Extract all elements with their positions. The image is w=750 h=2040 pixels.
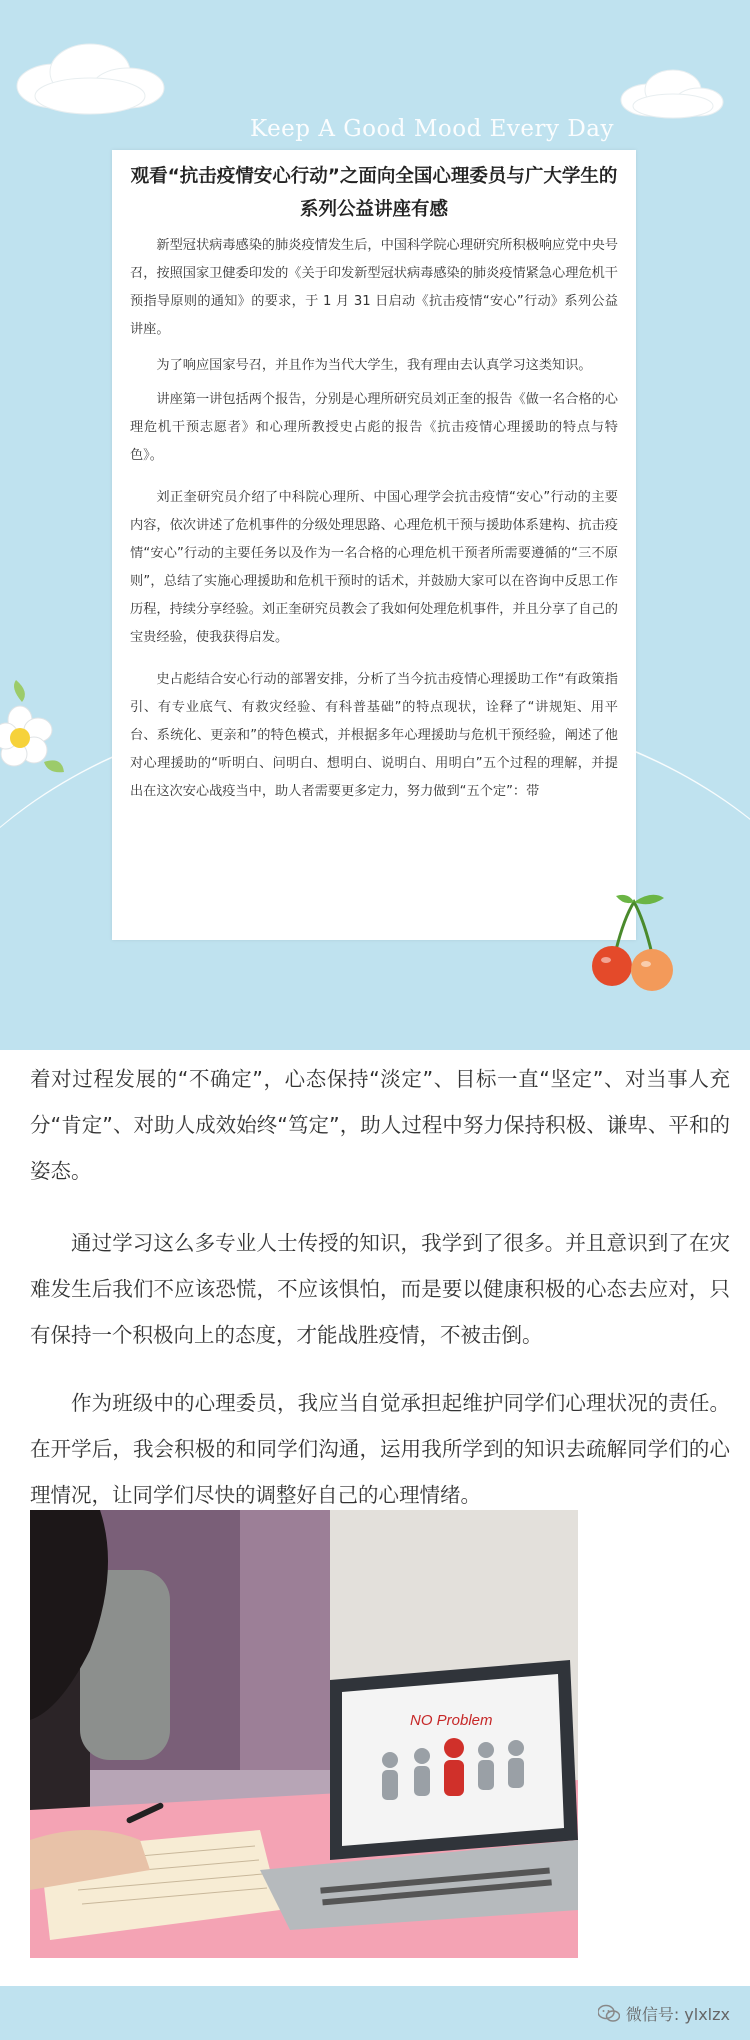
continuation-paragraph: 着对过程发展的“不确定”，心态保持“淡定”、目标一直“坚定”、对当事人充分“肯定”、对助人成效始终“笃定”，助人过程中努力保持积极、谦卑、平和的姿态。 [30,1067,730,1183]
continuation-paragraph: 作为班级中的心理委员，我应当自觉承担起维护同学们心理状况的责任。在开学后，我会积极的和同学们沟通，运用我所学到的知识去疏解同学们的心理情况，让同学们尽快的调整好自己的心理情绪。 [30,1391,730,1507]
article-paragraph: 为了响应国家号召，并且作为当代大学生，我有理由去认真学习这类知识。 [156,358,592,373]
cherries-icon [588,890,678,1000]
wechat-label: 微信号: ylxlzx [625,2005,730,2024]
continuation-paragraph: 通过学习这么多专业人士传授的知识，我学到了很多。并且意识到了在灾难发生后我们不应该恐慌，不应该惧怕，而是要以健康积极的心态去应对，只有保持一个积极向上的态度，才能战胜疫情，不被击倒。 [30,1231,730,1347]
article-title: 观看“抗击疫情安心行动”之面向全国心理委员与广大学生的系列公益讲座有感 [130,166,618,220]
article-paragraph: 新型冠状病毒感染的肺炎疫情发生后，中国科学院心理研究所积极响应党中央号召，按照国家卫健委印发的《关于印发新型冠状病毒感染的肺炎疫情紧急心理危机干预指导原则的通知》的要求，于 1 月 31 日启动《抗击疫情“安心”行动》系列公益讲座。 [130,238,618,337]
article-paragraph: 讲座第一讲包括两个报告，分别是心理所研究员刘正奎的报告《做一名合格的心理危机干预志愿者》和心理所教授史占彪的报告《抗击疫情心理援助的特点与特色》。 [130,392,618,463]
article-continuation [30,1056,730,1518]
study-photo [30,1510,578,1958]
photo-illustration [30,1510,578,1958]
wechat-icon [598,2004,620,2024]
cloud-icon [10,34,170,122]
article-paragraph: 刘正奎研究员介绍了中科院心理所、中国心理学会抗击疫情“安心”行动的主要内容，依次讲述了危机事件的分级处理思路、心理危机干预与援助体系建构、抗击疫情“安心”行动的主要任务以及作为一名合格的心理危机干预者所需要遵循的“三不原则”，总结了实施心理援助和危机干预时的话术，并鼓励大家可以在咨询中反思工作历程，持续分享经验。刘正奎研究员教会了我如何处理危机事件，并且分享了自己的宝贵经验，使我获得启发。 [130,490,618,645]
screen-text: NO Problem [410,1712,493,1729]
tagline: Keep A Good Mood Every Day [250,116,614,142]
article-card [112,150,636,940]
wechat-id [598,2002,730,2025]
article-paragraph: 史占彪结合安心行动的部署安排，分析了当今抗击疫情心理援助工作“有政策指引、有专业底气、有救灾经验、有科普基础”的特点现状，诠释了“讲规矩、用平台、系统化、更亲和”的特色模式，并根据多年心理援助与危机干预经验，阐述了他对心理援助的“听明白、问明白、想明白、说明白、用明白”五个过程的理解，并提出在这次安心战疫当中，助人者需要更多定力，努力做到“五个定”：带 [130,672,618,799]
flower-icon [0,680,70,790]
footer-bar [0,1986,750,2040]
article-body [112,232,636,806]
cloud-icon [615,64,725,124]
